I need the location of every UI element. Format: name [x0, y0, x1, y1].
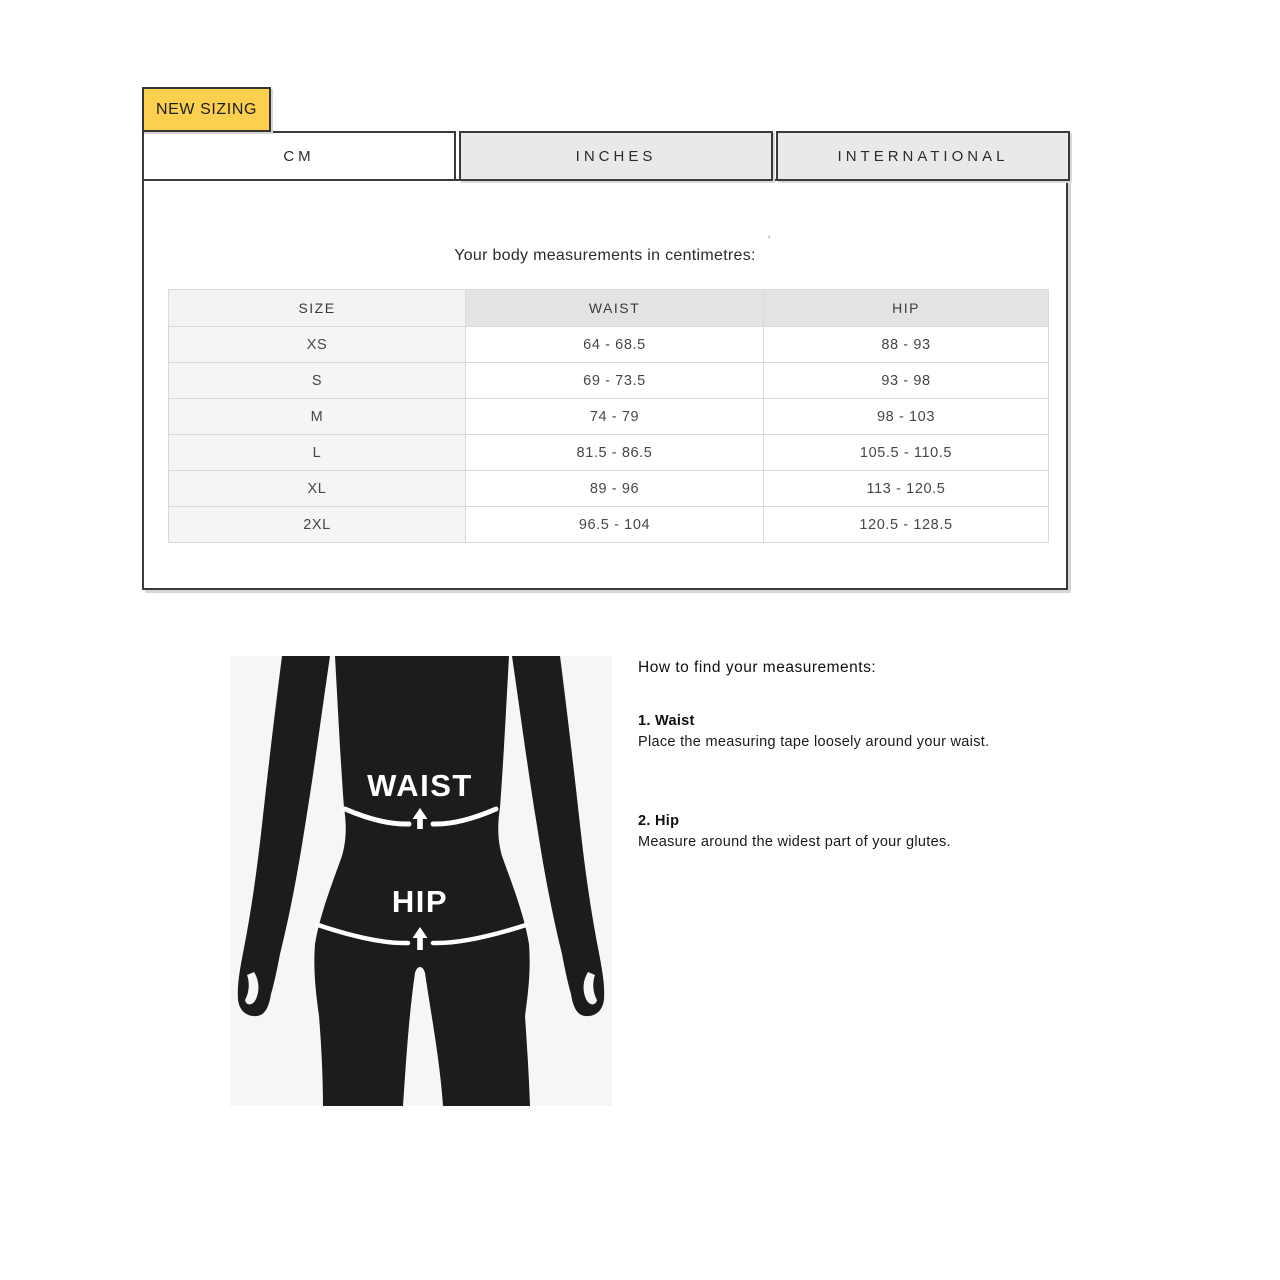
hip-cell: 98 - 103	[764, 399, 1049, 435]
size-cell: M	[169, 399, 466, 435]
waist-cell: 89 - 96	[466, 471, 764, 507]
step-hip-title: 2. Hip	[638, 813, 680, 829]
table-row	[169, 363, 1049, 399]
measurements-panel	[142, 179, 1068, 590]
waist-cell: 74 - 79	[466, 399, 764, 435]
hip-cell: 120.5 - 128.5	[764, 507, 1049, 543]
header-size: SIZE	[169, 290, 466, 327]
size-table	[168, 289, 1049, 543]
table-row	[169, 507, 1049, 543]
table-row	[169, 435, 1049, 471]
panel-title: Your body measurements in centimetres:	[454, 247, 756, 264]
table-row	[169, 327, 1049, 363]
tab-cm[interactable]: CM	[142, 131, 456, 181]
waist-cell: 81.5 - 86.5	[466, 435, 764, 471]
diagram-hip-label: HIP	[391, 884, 449, 919]
size-cell: S	[169, 363, 466, 399]
step-waist-text: Place the measuring tape loosely around your waist.	[638, 734, 990, 750]
size-cell: XS	[169, 327, 466, 363]
table-row	[169, 399, 1049, 435]
stray-mark: '	[768, 233, 771, 247]
table-row	[169, 471, 1049, 507]
waist-cell: 69 - 73.5	[466, 363, 764, 399]
size-cell: XL	[169, 471, 466, 507]
new-sizing-badge: NEW SIZING	[142, 87, 271, 132]
table-header-row	[169, 290, 1049, 327]
step-waist-title: 1. Waist	[638, 713, 695, 729]
tab-international[interactable]: INTERNATIONAL	[776, 131, 1070, 181]
header-waist: WAIST	[466, 290, 764, 327]
instructions-section	[638, 659, 1158, 869]
hip-cell: 113 - 120.5	[764, 471, 1049, 507]
tab-inches[interactable]: INCHES	[459, 131, 773, 181]
waist-cell: 96.5 - 104	[466, 507, 764, 543]
hip-cell: 93 - 98	[764, 363, 1049, 399]
instructions-heading: How to find your measurements:	[638, 659, 877, 676]
measurement-diagram	[230, 656, 612, 1106]
hip-cell: 105.5 - 110.5	[764, 435, 1049, 471]
hip-cell: 88 - 93	[764, 327, 1049, 363]
size-cell: L	[169, 435, 466, 471]
header-hip: HIP	[764, 290, 1049, 327]
step-hip-text: Measure around the widest part of your glutes.	[638, 834, 951, 850]
waist-cell: 64 - 68.5	[466, 327, 764, 363]
size-cell: 2XL	[169, 507, 466, 543]
diagram-waist-label: WAIST	[367, 768, 473, 803]
